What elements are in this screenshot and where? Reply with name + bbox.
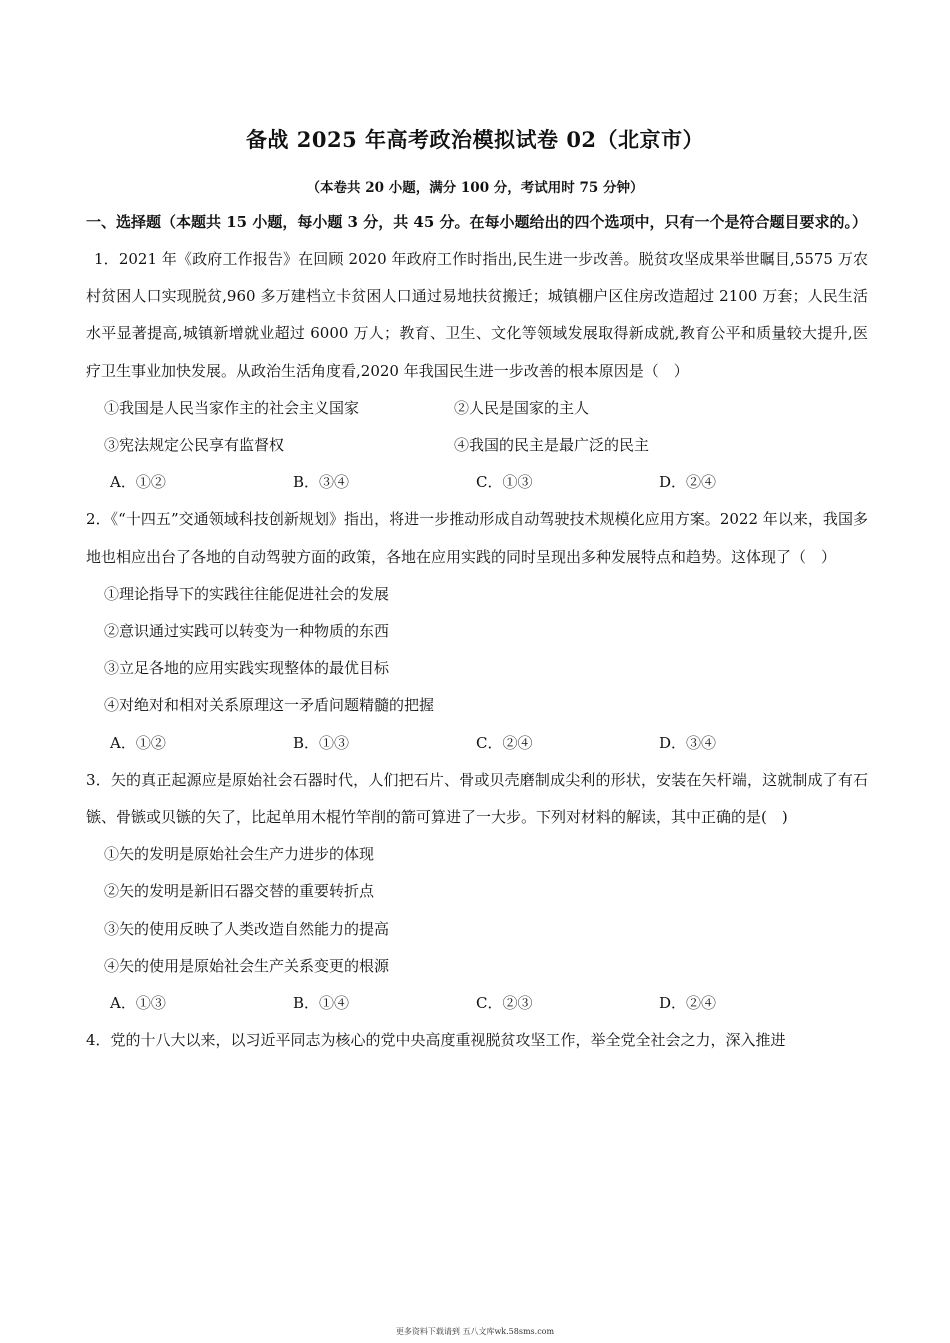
- question-4: [86, 1022, 868, 1059]
- statement: ④对绝对和相对关系原理这一矛盾问题精髓的把握: [104, 696, 435, 715]
- download-footer: 更多资料下载请到 五八文库wk.58sms.com: [395, 1327, 555, 1336]
- answer-choices: [86, 985, 868, 1022]
- page-title: 备战 2025 年高考政治模拟试卷 02（北京市）: [245, 127, 705, 152]
- statement-row: [86, 390, 868, 427]
- choice-d: D．③④: [659, 733, 717, 752]
- statement: ①理论指导下的实践往往能促进社会的发展: [104, 584, 390, 603]
- choice-a: A．①②: [110, 473, 166, 492]
- exam-content: [86, 204, 868, 1059]
- question-stem: 1．2021 年《政府工作报告》在回顾 2020 年政府工作时指出,民生进一步改善。脱贫攻坚成果举世瞩目,5575 万农村贫困人口实现脱贫,960 多万建档立卡贫困人口通过易地扶贫搬迁；城镇棚户区住房改造超过 2100 万套；人民生活水平显著提高,城镇新增就业超过 6000 万人；教育、卫生、文化等领域发展取得新成就,教育公平和质量较大提升,医疗卫生事业加快发展。从政治生活角度看,2020 年我国民生进一步改善的根本原因是（ ）: [86, 250, 868, 380]
- exam-info: （本卷共 20 小题，满分 100 分，考试用时 75 分钟）: [306, 180, 644, 196]
- question-3: [86, 762, 868, 1022]
- choice-a: A．①②: [110, 733, 166, 752]
- choice-b: B．①④: [293, 994, 350, 1013]
- statement: ④矢的使用是原始社会生产关系变更的根源: [104, 956, 390, 975]
- question-1: [86, 241, 868, 501]
- statement: ③立足各地的应用实践实现整体的最优目标: [104, 659, 390, 678]
- choice-a: A．①③: [110, 994, 166, 1013]
- statement: ②意识通过实践可以转变为一种物质的东西: [104, 622, 390, 641]
- answer-choices: [86, 464, 868, 501]
- choice-c: C．②③: [476, 994, 533, 1013]
- statement-row: [86, 427, 868, 464]
- statement: ①矢的发明是原始社会生产力进步的体现: [104, 845, 375, 864]
- choice-b: B．①③: [293, 733, 350, 752]
- question-stem: 4．党的十八大以来，以习近平同志为核心的党中央高度重视脱贫攻坚工作，举全党全社会之力，深入推进: [86, 1031, 786, 1050]
- question-2: [86, 501, 868, 761]
- statement: ③宪法规定公民享有监督权: [104, 436, 285, 455]
- statement: ②人民是国家的主人: [454, 398, 590, 417]
- choice-c: C．①③: [476, 473, 533, 492]
- statement: ②矢的发明是新旧石器交替的重要转折点: [104, 882, 375, 901]
- statement: ①我国是人民当家作主的社会主义国家: [104, 398, 360, 417]
- question-stem: 2．《“十四五”交通领域科技创新规划》指出，将进一步推动形成自动驾驶技术规模化应用方案。2022 年以来，我国多地也相应出台了各地的自动驾驶方面的政策，各地在应用实践的同时呈现出多种发展特点和趋势。这体现了（ ）: [86, 510, 868, 566]
- choice-b: B．③④: [293, 473, 350, 492]
- statement: ④我国的民主是最广泛的民主: [454, 436, 650, 455]
- statement: ③矢的使用反映了人类改造自然能力的提高: [104, 919, 390, 938]
- section-heading: 一、选择题（本题共 15 小题，每小题 3 分，共 45 分。在每小题给出的四个选项中，只有一个是符合题目要求的。）: [86, 213, 868, 231]
- choice-d: D．②④: [659, 994, 717, 1013]
- choice-d: D．②④: [659, 473, 717, 492]
- choice-c: C．②④: [476, 733, 533, 752]
- question-stem: 3．矢的真正起源应是原始社会石器时代，人们把石片、骨或贝壳磨制成尖利的形状，安装在矢杆端，这就制成了有石镞、骨镞或贝镞的矢了，比起单用木棍竹竿削的箭可算进了一大步。下列对材料的解读，其中正确的是( ): [86, 770, 868, 827]
- answer-choices: [86, 725, 868, 762]
